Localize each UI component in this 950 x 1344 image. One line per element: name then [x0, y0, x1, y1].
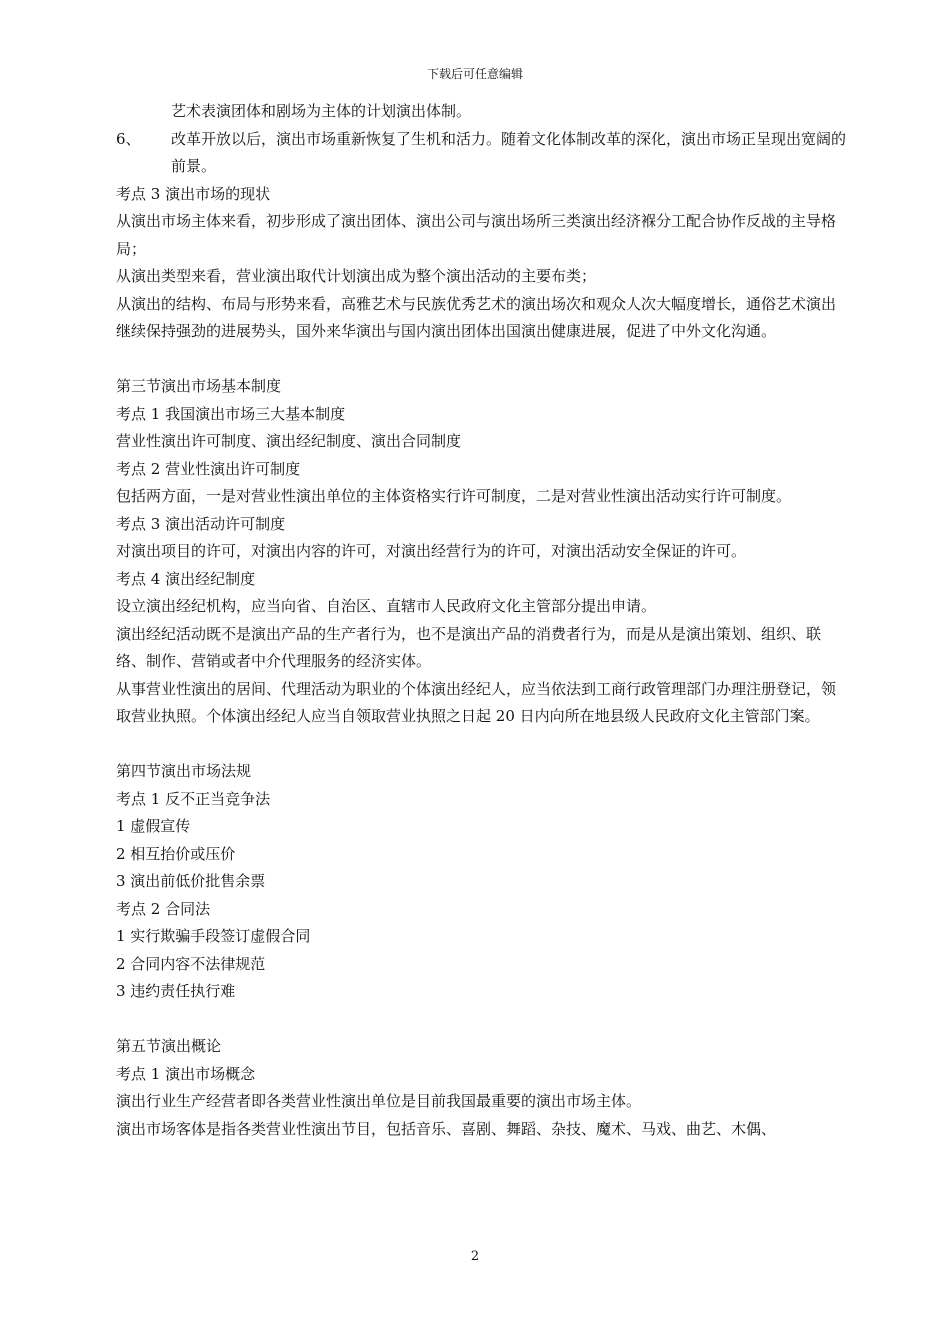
list-item: 1 实行欺骗手段签订虚假合同: [116, 927, 311, 945]
chapter-heading: 第三节演出市场基本制度: [116, 377, 282, 395]
section-heading: 考点 1 我国演出市场三大基本制度: [116, 404, 346, 423]
numbered-item-6: [116, 126, 846, 181]
paragraph: 营业性演出许可制度、演出经纪制度、演出合同制度: [116, 432, 462, 450]
section-heading: 考点 3 演出市场的现状: [116, 184, 271, 203]
paragraph: 包括两方面，一是对营业性演出单位的主体资格实行许可制度，二是对营业性演出活动实行许可制度。: [116, 487, 792, 505]
section-heading: 考点 1 演出市场概念: [116, 1064, 256, 1083]
list-item: 3 违约责任执行难: [116, 982, 236, 1000]
paragraph: 演出市场客体是指各类营业性演出节目，包括音乐、喜剧、舞蹈、杂技、魔术、马戏、曲艺、木偶、: [116, 1119, 777, 1138]
section-heading: 考点 1 反不正当竞争法: [116, 789, 271, 808]
section-heading: 考点 4 演出经纪制度: [116, 569, 256, 588]
chapter-heading: 第四节演出市场法规: [116, 762, 252, 780]
paragraph-continuation: 艺术表演团体和剧场为主体的计划演出体制。: [171, 102, 472, 120]
paragraph: 从演出的结构、布局与形势来看，高雅艺术与民族优秀艺术的演出场次和观众人次大幅度增长，通俗艺术演出继续保持强劲的进展势头，国外来华演出与国内演出团体出国演出健康进展，促进了中外文化沟通。: [116, 294, 837, 340]
list-item-text: 改革开放以后，演出市场重新恢复了生机和活力。随着文化体制改革的深化，演出市场正呈现出宽阔的前景。: [171, 129, 847, 175]
section-heading: 考点 2 营业性演出许可制度: [116, 459, 301, 478]
paragraph: 从演出类型来看，营业演出取代计划演出成为整个演出活动的主要布类；: [116, 267, 597, 285]
document-body: [116, 98, 846, 1143]
list-item: 2 合同内容不法律规范: [116, 954, 266, 973]
paragraph: 对演出项目的许可，对演出内容的许可，对演出经营行为的许可，对演出活动安全保证的许可。: [116, 542, 747, 560]
paragraph: 设立演出经纪机构，应当向省、自治区、直辖市人民政府文化主管部分提出申请。: [116, 597, 657, 615]
section-heading: 考点 2 合同法: [116, 899, 211, 918]
list-item: 1 虚假宣传: [116, 817, 191, 835]
page-header: 下载后可任意编辑: [426, 67, 523, 81]
chapter-heading: 第五节演出概论: [116, 1037, 222, 1055]
list-number: 6、: [116, 129, 141, 148]
page-number: 2: [470, 1249, 480, 1264]
paragraph: 演出行业生产经营者即各类营业性演出单位是目前我国最重要的演出市场主体。: [116, 1092, 642, 1110]
paragraph: 从事营业性演出的居间、代理活动为职业的个体演出经纪人，应当依法到工商行政管理部门办理注册登记，领取营业执照。个体演出经纪人应当自领取营业执照之日起 20 日内向所在地县级人民政府文化主管部门案。: [116, 679, 837, 725]
paragraph: 从演出市场主体来看，初步形成了演出团体、演出公司与演出场所三类演出经济褓分工配合协作反战的主导格局；: [116, 212, 837, 258]
spacer: [116, 731, 846, 759]
list-item: 2 相互抬价或压价: [116, 844, 236, 863]
spacer: [116, 1006, 846, 1034]
list-item: 3 演出前低价批售余票: [116, 872, 266, 890]
spacer: [116, 346, 846, 374]
section-heading: 考点 3 演出活动许可制度: [116, 514, 286, 533]
paragraph: 演出经纪活动既不是演出产品的生产者行为，也不是演出产品的消费者行为，而是从是演出策划、组织、联络、制作、营销或者中介代理服务的经济实体。: [116, 624, 822, 670]
